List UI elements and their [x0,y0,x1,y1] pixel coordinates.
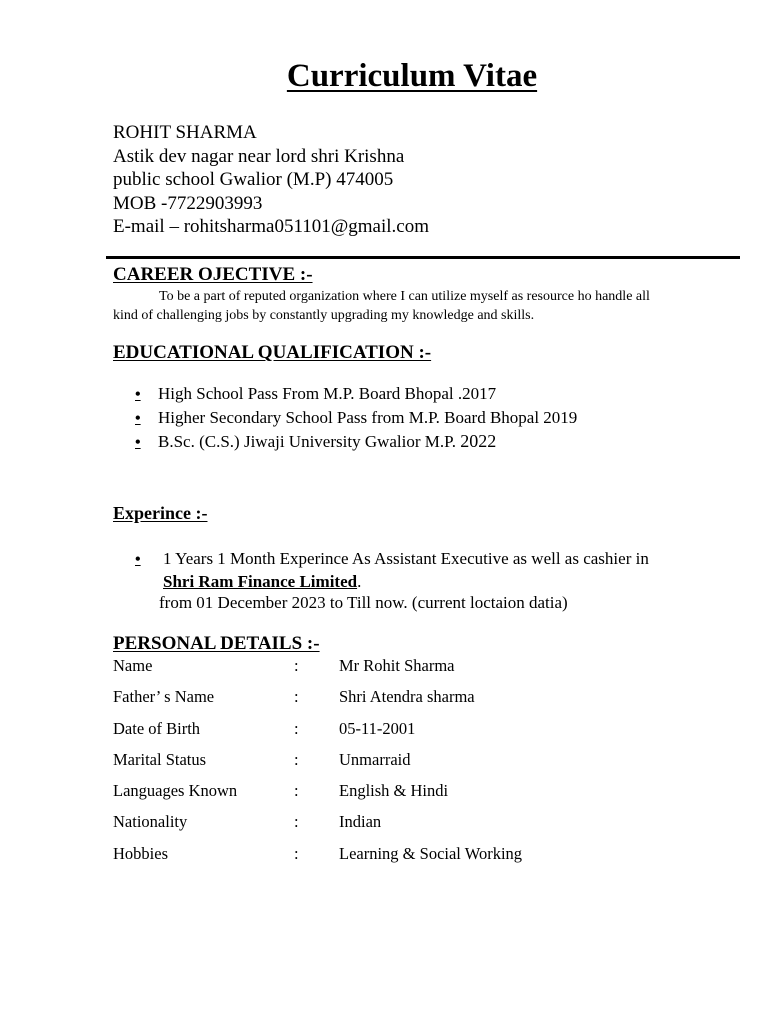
education-item: Higher Secondary School Pass from M.P. Board Bhopal 2019 [158,407,578,427]
detail-label: Name [113,656,153,675]
detail-separator: : [294,781,299,801]
detail-separator: : [294,812,299,832]
bullet-icon: • [135,551,141,568]
objective-line-1: To be a part of reputed organization where I can utilize myself as resource ho handle all [159,289,650,304]
detail-label: Date of Birth [113,718,201,738]
detail-label: Hobbies [113,843,168,863]
address-line-1: Astik dev nagar near lord shri Krishna [113,145,405,167]
company-suffix: . [357,571,362,591]
candidate-name: ROHIT SHARMA [113,122,257,143]
mobile-number: MOB -7722903993 [113,192,263,214]
education-year: 2022 [460,431,497,451]
experience-line-1: 1 Years 1 Month Experince As Assistant Executive as well as cashier in [163,549,649,568]
bullet-icon: • [135,434,141,451]
experience-company-line [135,571,649,593]
detail-value: Unmarraid [339,749,411,769]
detail-label: Marital Status [113,749,207,769]
education-list [135,383,577,455]
detail-label: Languages Known [113,781,238,801]
detail-separator: : [294,718,299,738]
address-line-2: public school Gwalior (M.P) 474005 [113,169,394,190]
experience-duration: from 01 December 2023 to Till now. (current loctaion datia) [159,593,568,612]
bullet-icon: • [135,409,141,427]
detail-separator: : [294,749,299,769]
education-item: High School Pass From M.P. Board Bhopal .2017 [158,384,497,403]
detail-label: Father’ s Name [113,687,215,707]
objective-line-2: kind of challenging jobs by constantly upgrading my knowledge and skills. [113,308,535,323]
experience-block [135,548,649,614]
detail-value: 05-11-2001 [339,718,416,738]
section-divider [106,256,740,259]
list-item [135,548,649,571]
detail-separator: : [294,843,299,863]
email-address: E-mail – rohitsharma051101@gmail.com [113,216,429,237]
detail-value: English & Hindi [339,781,449,801]
detail-separator: : [294,687,299,707]
education-item [158,430,496,454]
contact-block [113,121,429,239]
bullet-icon: • [135,386,141,403]
document-title: Curriculum Vitae [286,58,538,94]
detail-value: Mr Rohit Sharma [339,656,455,675]
career-objective-text [113,287,713,325]
detail-value: Learning & Social Working [339,843,523,863]
detail-separator: : [294,656,299,675]
detail-value: Indian [339,812,382,832]
list-item [135,383,577,407]
personal-details-heading: PERSONAL DETAILS :- [113,633,320,654]
education-heading: EDUCATIONAL QUALIFICATION :- [113,342,432,363]
detail-label: Nationality [113,812,188,832]
list-item [135,430,577,455]
detail-value: Shri Atendra sharma [339,687,475,707]
education-item-text: B.Sc. (C.S.) Jiwaji University Gwalior M.P. [158,432,461,451]
career-objective-heading: CAREER OJECTIVE :- [113,264,313,285]
experience-heading: Experince :- [113,503,208,523]
company-name: Shri Ram Finance Limited [163,571,358,591]
list-item [135,407,577,431]
